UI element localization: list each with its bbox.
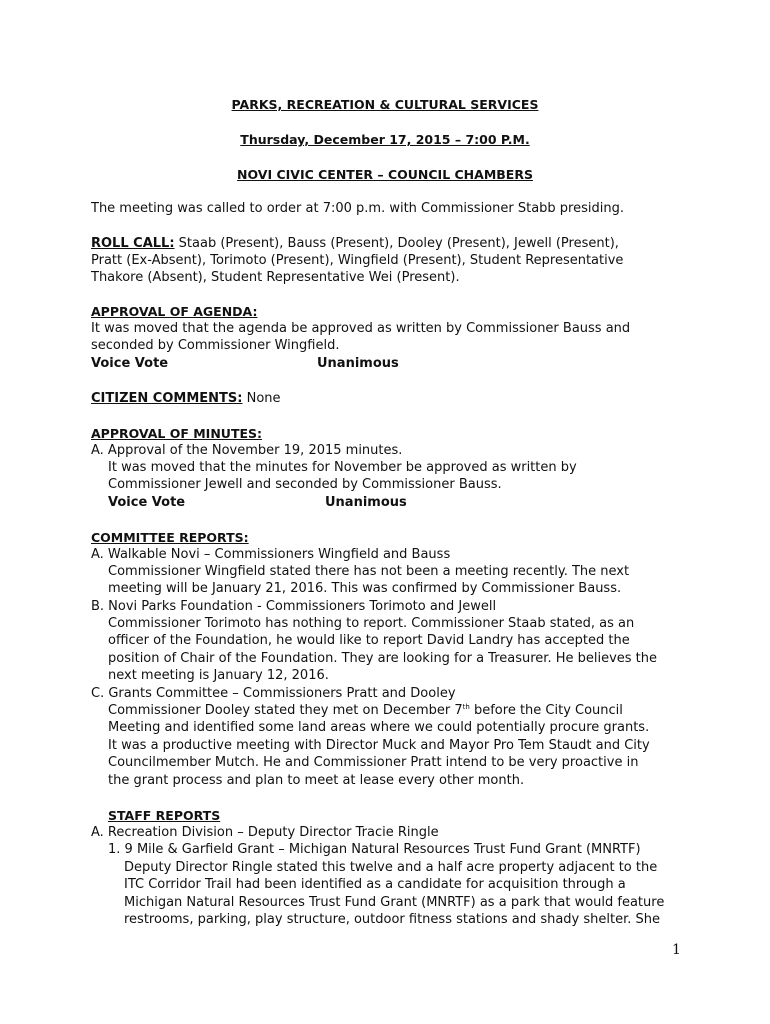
- agenda-line-1: It was moved that the agenda be approved as written by Commissioner Bauss and: [91, 321, 631, 336]
- agenda-heading: APPROVAL OF AGENDA:: [91, 304, 258, 319]
- staff-item-1-line-4: restrooms, parking, play structure, outdoor fitness stations and shady shelter. She: [124, 912, 661, 927]
- staff-item-1-title: 1. 9 Mile & Garfield Grant – Michigan Natural Resources Trust Fund Grant (MNRTF): [108, 842, 641, 857]
- citizen-comments-label: CITIZEN COMMENTS:: [91, 391, 243, 406]
- minutes-vote-result: Unanimous: [325, 495, 407, 510]
- minutes-item: A. Approval of the November 19, 2015 minutes.: [91, 443, 403, 458]
- roll-call-line-2: Pratt (Ex-Absent), Torimoto (Present), Wingfield (Present), Student Representative: [91, 253, 624, 268]
- committee-c-title: C. Grants Committee – Commissioners Pratt and Dooley: [91, 686, 456, 701]
- minutes-line-2: Commissioner Jewell and seconded by Commissioner Bauss.: [108, 477, 502, 492]
- committee-heading: COMMITTEE REPORTS:: [91, 530, 249, 545]
- committee-c-line-3: It was a productive meeting with Director Muck and Mayor Pro Tem Staudt and City: [108, 738, 650, 753]
- minutes-vote-label: Voice Vote: [108, 495, 186, 510]
- staff-item-1-line-2: ITC Corridor Trail had been identified as a candidate for acquisition through a: [124, 877, 626, 892]
- agenda-vote-label: Voice Vote: [91, 356, 169, 371]
- committee-b-line-3: position of Chair of the Foundation. They are looking for a Treasurer. He believes the: [108, 651, 658, 666]
- staff-a-title: A. Recreation Division – Deputy Director Tracie Ringle: [91, 825, 439, 840]
- committee-a-title: A. Walkable Novi – Commissioners Wingfield and Bauss: [91, 547, 451, 562]
- roll-call-line-1: [91, 235, 619, 252]
- roll-call-label: ROLL CALL:: [91, 236, 175, 251]
- agenda-vote-result: Unanimous: [317, 356, 399, 371]
- minutes-heading: APPROVAL OF MINUTES:: [91, 426, 263, 441]
- staff-heading: STAFF REPORTS: [108, 808, 221, 823]
- staff-item-1-line-1: Deputy Director Ringle stated this twelve and a half acre property adjacent to the: [124, 860, 658, 875]
- staff-item-1-line-3: Michigan Natural Resources Trust Fund Grant (MNRTF) as a park that would feature: [124, 895, 665, 910]
- committee-b-line-1: Commissioner Torimoto has nothing to report. Commissioner Staab stated, as an: [108, 616, 635, 631]
- committee-a-line-2: meeting will be January 21, 2016. This was confirmed by Commissioner Bauss.: [108, 581, 622, 596]
- committee-c-line-4: Councilmember Mutch. He and Commissioner Pratt intend to be very proactive in: [108, 755, 639, 770]
- meeting-location: NOVI CIVIC CENTER – COUNCIL CHAMBERS: [237, 167, 533, 182]
- committee-a-line-1: Commissioner Wingfield stated there has not been a meeting recently. The next: [108, 564, 630, 579]
- roll-call-line-3: Thakore (Absent), Student Representative Wei (Present).: [91, 270, 460, 285]
- opening-statement: The meeting was called to order at 7:00 p.m. with Commissioner Stabb presiding.: [91, 201, 624, 216]
- committee-b-title: B. Novi Parks Foundation - Commissioners Torimoto and Jewell: [91, 599, 497, 614]
- ordinal-suffix: th: [462, 703, 470, 711]
- committee-c-line-5: the grant process and plan to meet at lease every other month.: [108, 773, 525, 788]
- roll-call-text-1: Staab (Present), Bauss (Present), Dooley (Present), Jewell (Present),: [178, 236, 619, 251]
- committee-c-line-1: [108, 702, 623, 719]
- meeting-date: Thursday, December 17, 2015 – 7:00 P.M.: [240, 132, 530, 147]
- citizen-comments-value: None: [246, 391, 281, 406]
- agenda-line-2: seconded by Commissioner Wingfield.: [91, 338, 340, 353]
- page-number: 1: [672, 942, 681, 958]
- committee-b-line-2: officer of the Foundation, he would like to report David Landry has accepted the: [108, 633, 630, 648]
- citizen-comments: [91, 390, 281, 407]
- committee-c-line-2: Meeting and identified some land areas where we could potentially procure grants.: [108, 720, 650, 735]
- document-title: PARKS, RECREATION & CULTURAL SERVICES: [231, 97, 539, 112]
- committee-b-line-4: next meeting is January 12, 2016.: [108, 668, 329, 683]
- minutes-line-1: It was moved that the minutes for November be approved as written by: [108, 460, 577, 475]
- committee-c-line-1-post: before the City Council: [469, 703, 623, 718]
- committee-c-line-1-pre: Commissioner Dooley stated they met on December 7: [108, 703, 463, 718]
